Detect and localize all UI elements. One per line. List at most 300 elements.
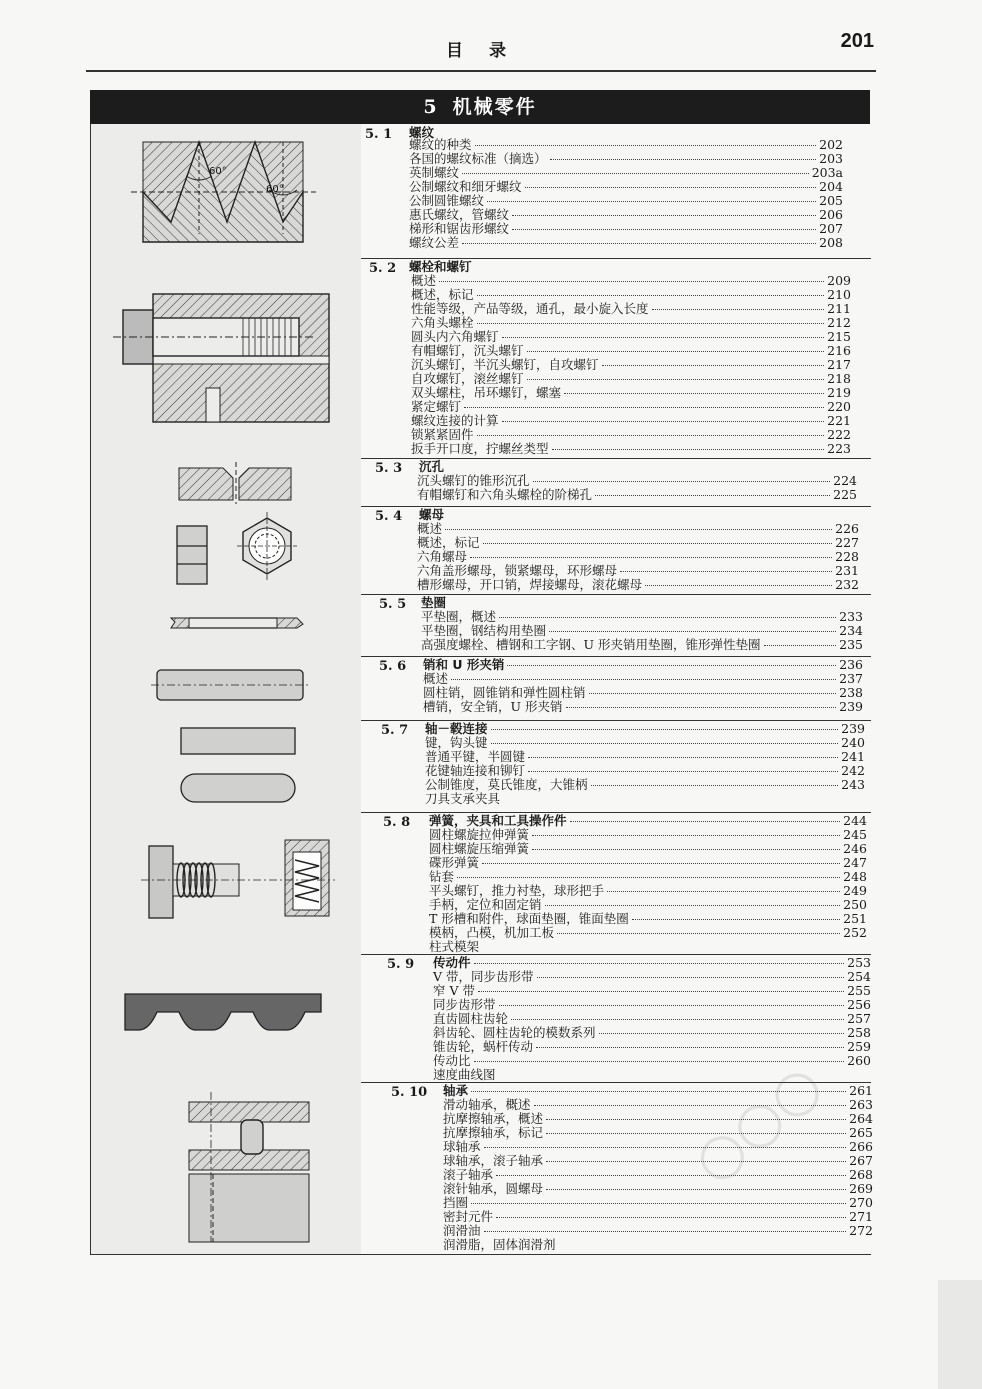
toc-entry[interactable] [425, 750, 865, 764]
page-ref: 209 [827, 273, 851, 288]
section-figure [91, 812, 361, 954]
entry-title: 自攻螺钉，滚丝螺钉 [411, 371, 524, 386]
leader-dots [502, 337, 825, 338]
page-ref: 254 [847, 969, 871, 984]
page-ref: 243 [841, 777, 865, 792]
page-ref: 269 [849, 1181, 873, 1196]
entry-title: 有帽螺钉和六角头螺栓的阶梯孔 [417, 487, 593, 502]
leader-dots [564, 393, 824, 394]
entry-title: 圆头内六角螺钉 [411, 329, 499, 344]
page-ref: 237 [839, 671, 863, 686]
toc-entry[interactable] [417, 550, 859, 564]
header-rule [86, 70, 876, 72]
section-number: 5. 7 [381, 723, 409, 738]
section-illustration [91, 458, 361, 506]
entry-list [423, 672, 863, 714]
entry-title: 滑动轴承，概述 [443, 1097, 531, 1112]
entry-title: 润滑油 [443, 1223, 481, 1238]
entry-title: 概述，标记 [417, 535, 480, 550]
leader-dots [566, 707, 837, 708]
toc-entry[interactable] [425, 792, 865, 806]
toc-entry[interactable] [411, 330, 851, 344]
section-figure [91, 258, 361, 458]
entry-list [425, 736, 865, 806]
section-title: 垫圈 [421, 595, 447, 610]
entry-title: 滚针轴承，圆螺母 [443, 1181, 544, 1196]
entry-title: 锁紧紧固件 [411, 427, 474, 442]
section-title: 传动件 [433, 955, 471, 970]
entry-title: 抗摩擦轴承，标记 [443, 1125, 544, 1140]
section-number: 5. 1 [365, 127, 393, 142]
leader-dots [645, 585, 832, 586]
leader-dots [533, 481, 831, 482]
leader-dots [464, 407, 824, 408]
toc-entry[interactable] [411, 428, 851, 442]
page-ref: 259 [847, 1039, 871, 1054]
leader-dots [477, 435, 825, 436]
leader-dots [545, 905, 841, 906]
leader-dots [550, 159, 817, 160]
page-ref: 223 [827, 441, 851, 456]
section-title: 螺母 [419, 507, 445, 522]
entry-title: 刀具支承夹具 [425, 791, 501, 806]
page-edge [938, 1280, 982, 1389]
leader-dots [570, 821, 841, 822]
toc-entry[interactable] [429, 828, 867, 842]
section-illustration [91, 812, 361, 954]
entry-title: 直齿圆柱齿轮 [433, 1011, 509, 1026]
section-number: 5. 2 [369, 261, 397, 276]
toc-entry[interactable] [429, 898, 867, 912]
toc-entry[interactable] [409, 152, 843, 166]
leader-dots [532, 835, 840, 836]
leader-dots [552, 449, 825, 450]
toc-entry[interactable] [425, 764, 865, 778]
leader-dots [499, 1005, 845, 1006]
entry-title: 花键轴连接和铆钉 [425, 763, 526, 778]
page-ref: 211 [827, 301, 851, 316]
watermark: ○○○ [680, 1051, 835, 1196]
entry-title: 圆柱螺旋压缩弹簧 [429, 841, 530, 856]
leader-dots [462, 173, 809, 174]
entry-title: 挡圈 [443, 1195, 469, 1210]
entry-title: 高强度螺栓、槽钢和工字钢、U 形夹销用垫圈，锥形弹性垫圈 [421, 637, 761, 652]
entry-title: 槽销，安全销，U 形夹销 [423, 699, 563, 714]
entry-title: 性能等级，产品等级，通孔，最小旋入长度 [411, 301, 649, 316]
toc-entry[interactable] [411, 372, 851, 386]
toc-entry[interactable] [409, 236, 843, 250]
leader-dots [527, 379, 825, 380]
page-ref: 212 [827, 315, 851, 330]
page-ref: 224 [833, 473, 857, 488]
page-ref: 207 [819, 221, 843, 236]
page-ref: 251 [843, 911, 867, 926]
leader-dots [549, 631, 836, 632]
leader-dots [512, 215, 816, 216]
leader-dots [474, 963, 845, 964]
section-figure [91, 124, 361, 258]
entry-title: 紧定螺钉 [411, 399, 462, 414]
toc-entry[interactable] [423, 700, 863, 714]
toc-entry[interactable] [411, 316, 851, 330]
entry-title: 球轴承 [443, 1139, 481, 1154]
section-number: 5. 6 [379, 659, 407, 674]
entry-title: 密封元件 [443, 1209, 494, 1224]
section-illustration [91, 594, 361, 656]
leader-dots [470, 557, 832, 558]
toc-entry[interactable] [409, 208, 843, 222]
section-illustration [91, 720, 361, 812]
section-figure [91, 506, 361, 594]
toc-entry[interactable] [429, 926, 867, 940]
leader-dots [483, 543, 833, 544]
toc-entry[interactable] [425, 778, 865, 792]
section-number: 5. 4 [375, 509, 403, 524]
section-illustration [91, 954, 361, 1082]
section-title: 螺纹 [409, 125, 435, 140]
page-ref: 216 [827, 343, 851, 358]
toc-entry[interactable] [411, 358, 851, 372]
leader-dots [451, 679, 836, 680]
entry-title: 扳手开口度，拧螺丝类型 [411, 441, 549, 456]
toc-entry[interactable] [411, 344, 851, 358]
section-figure [91, 656, 361, 720]
entry-title: V 带，同步齿形带 [433, 969, 534, 984]
section-title: 销和 U 形夹销 [423, 657, 505, 672]
page-ref: 253 [847, 955, 871, 970]
leader-dots [477, 295, 825, 296]
toc-entry[interactable] [421, 610, 863, 624]
page-ref: 202 [819, 137, 843, 152]
page-ref: 220 [827, 399, 851, 414]
entry-title: 平垫圈，钢结构用垫圈 [421, 623, 547, 638]
section-figure [91, 954, 361, 1082]
entry-title: 沉头螺钉，半沉头螺钉，自攻螺钉 [411, 357, 599, 372]
page-ref: 217 [827, 357, 851, 372]
leader-dots [620, 571, 832, 572]
toc-section [91, 656, 871, 721]
toc-entry[interactable] [433, 970, 871, 984]
section-title: 轴－毂连接 [425, 721, 488, 736]
page-ref: 245 [843, 827, 867, 842]
entry-title: 概述 [417, 521, 443, 536]
page-ref: 238 [839, 685, 863, 700]
leader-dots [502, 421, 825, 422]
leader-dots [491, 729, 839, 730]
entry-title: 平垫圈，概述 [421, 609, 497, 624]
angle-label: 60° [209, 166, 227, 177]
section-illustration [91, 124, 361, 258]
leader-dots [607, 891, 840, 892]
section-title-row[interactable] [423, 658, 863, 672]
entry-title: 键，钩头键 [425, 735, 488, 750]
toc-entry[interactable] [409, 194, 843, 208]
page-ref: 258 [847, 1025, 871, 1040]
section-title-row[interactable] [433, 956, 871, 970]
leader-dots [591, 785, 839, 786]
toc-section [91, 812, 871, 955]
leader-dots [595, 495, 830, 496]
entry-list [411, 274, 851, 456]
entry-list [429, 828, 867, 954]
page-ref: 233 [839, 609, 863, 624]
section-title-row[interactable] [419, 460, 857, 474]
page-ref: 255 [847, 983, 871, 998]
entry-list [417, 474, 857, 502]
entry-list [421, 610, 863, 652]
entry-title: 柱式模架 [429, 939, 480, 954]
leader-dots [511, 1019, 844, 1020]
leader-dots [507, 665, 836, 666]
leader-dots [764, 645, 837, 646]
section-illustration [91, 506, 361, 594]
leader-dots [599, 1033, 845, 1034]
entry-title: 六角盖形螺母，锁紧螺母，环形螺母 [417, 563, 618, 578]
leader-dots [487, 201, 816, 202]
chapter-number: 5 [423, 96, 439, 118]
toc-section [91, 124, 871, 259]
section-title: 轴承 [443, 1083, 469, 1098]
entry-title: 梯形和锯齿形螺纹 [409, 221, 510, 236]
toc-entry[interactable] [417, 522, 859, 536]
toc-entry[interactable] [409, 222, 843, 236]
entry-title: 速度曲线图 [433, 1067, 496, 1082]
section-title: 螺栓和螺钉 [409, 259, 472, 274]
page-ref: 235 [839, 637, 863, 652]
toc-entry[interactable] [429, 940, 867, 954]
leader-dots [439, 281, 824, 282]
section-title-row[interactable] [409, 260, 851, 274]
page-ref: 266 [849, 1139, 873, 1154]
entry-title: 概述 [423, 671, 449, 686]
entry-title: 螺纹连接的计算 [411, 413, 499, 428]
page-ref: 252 [843, 925, 867, 940]
entry-list [417, 522, 859, 592]
leader-dots [445, 529, 832, 530]
entry-title: 公制圆锥螺纹 [409, 193, 485, 208]
leader-dots [537, 977, 845, 978]
page-ref: 222 [827, 427, 851, 442]
entry-title: 传动比 [433, 1053, 471, 1068]
page-ref: 265 [849, 1125, 873, 1140]
section-illustration [91, 1082, 361, 1254]
section-illustration [91, 258, 361, 458]
page-ref: 239 [841, 721, 865, 736]
toc-entry[interactable] [411, 302, 851, 316]
entry-title: 六角螺母 [417, 549, 468, 564]
angle-label: 60° [266, 184, 284, 195]
leader-dots [478, 991, 844, 992]
page-ref: 247 [843, 855, 867, 870]
page-ref: 203 [819, 151, 843, 166]
leader-dots [525, 187, 817, 188]
toc-entry[interactable] [421, 638, 863, 652]
chapter-bar [90, 90, 870, 124]
entry-title: 公制螺纹和细牙螺纹 [409, 179, 522, 194]
toc-entry[interactable] [411, 400, 851, 414]
entry-title: 公制锥度，莫氏锥度，大锥柄 [425, 777, 588, 792]
page-ref: 239 [839, 699, 863, 714]
leader-dots [602, 365, 825, 366]
page-ref: 241 [841, 749, 865, 764]
page-ref: 210 [827, 287, 851, 302]
toc-entry[interactable] [429, 856, 867, 870]
page-title: 目 录 [446, 41, 516, 61]
toc-entry[interactable] [411, 442, 851, 456]
toc-entry[interactable] [409, 138, 843, 152]
toc-entry[interactable] [411, 288, 851, 302]
entry-title: 双头螺柱，吊环螺钉，螺塞 [411, 385, 562, 400]
toc-entry[interactable] [417, 536, 859, 550]
toc-entry[interactable] [429, 870, 867, 884]
toc-entry[interactable] [417, 488, 857, 502]
entry-title: 螺纹公差 [409, 235, 460, 250]
page-ref: 268 [849, 1167, 873, 1182]
section-title-row[interactable] [421, 596, 863, 610]
section-figure [91, 1082, 361, 1254]
leader-dots [457, 877, 840, 878]
toc-entry[interactable] [433, 1012, 871, 1026]
entry-title: 概述，标记 [411, 287, 474, 302]
toc-entry[interactable] [429, 842, 867, 856]
toc-entry[interactable] [433, 984, 871, 998]
entry-title: 润滑脂，固体润滑剂 [443, 1237, 556, 1252]
section-title: 弹簧，夹具和工具操作件 [429, 813, 567, 828]
leader-dots [499, 617, 836, 618]
entry-title: 球轴承，滚子轴承 [443, 1153, 544, 1168]
page-ref: 232 [835, 577, 859, 592]
leader-dots [632, 919, 840, 920]
page-ref: 226 [835, 521, 859, 536]
page-ref: 242 [841, 763, 865, 778]
section-figure [91, 720, 361, 812]
entry-title: 槽形螺母，开口销，焊接螺母，滚花螺母 [417, 577, 643, 592]
entry-title: 同步齿形带 [433, 997, 496, 1012]
toc-entry[interactable] [411, 274, 851, 288]
page-ref: 271 [849, 1209, 873, 1224]
page-ref: 206 [819, 207, 843, 222]
section-number: 5. 3 [375, 461, 403, 476]
entry-title: 各国的螺纹标准（摘选） [409, 151, 547, 166]
leader-dots [589, 693, 837, 694]
toc-section [91, 458, 871, 507]
entry-title: 英制螺纹 [409, 165, 460, 180]
section-illustration [91, 656, 361, 720]
entry-title: 抗摩擦轴承，概述 [443, 1111, 544, 1126]
page-ref: 240 [841, 735, 865, 750]
toc-entry[interactable] [411, 414, 851, 428]
page-ref: 263 [849, 1097, 873, 1112]
toc-section [91, 720, 871, 813]
page-ref: 205 [819, 193, 843, 208]
entry-title: 有帽螺钉，沉头螺钉 [411, 343, 524, 358]
leader-dots [532, 849, 840, 850]
page-ref: 225 [833, 487, 857, 502]
page-header [86, 28, 876, 72]
entry-title: 碟形弹簧 [429, 855, 480, 870]
page-ref: 260 [847, 1053, 871, 1068]
entry-title: 锥齿轮，蜗杆传动 [433, 1039, 534, 1054]
page-ref: 267 [849, 1153, 873, 1168]
page-ref: 234 [839, 623, 863, 638]
toc-entry[interactable] [425, 736, 865, 750]
toc-entry[interactable] [429, 884, 867, 898]
page-ref: 203a [811, 165, 843, 180]
toc-entry[interactable] [429, 912, 867, 926]
section-figure [91, 594, 361, 656]
toc-entry[interactable] [433, 998, 871, 1012]
entry-title: 圆柱螺旋拉伸弹簧 [429, 827, 530, 842]
section-title: 沉孔 [419, 459, 445, 474]
page-ref: 204 [819, 179, 843, 194]
page-ref: 227 [835, 535, 859, 550]
page-ref: 272 [849, 1223, 873, 1238]
page-ref: 250 [843, 897, 867, 912]
leader-dots [477, 323, 825, 324]
leader-dots [557, 933, 840, 934]
toc-section [91, 594, 871, 657]
toc-entry[interactable] [423, 672, 863, 686]
entry-title: 滚子轴承 [443, 1167, 494, 1182]
section-number: 5. 10 [391, 1085, 428, 1100]
toc-entry[interactable] [423, 686, 863, 700]
toc-entry[interactable] [421, 624, 863, 638]
page-ref: 215 [827, 329, 851, 344]
toc-entry[interactable] [417, 474, 857, 488]
leader-dots [482, 863, 840, 864]
toc-entry[interactable] [433, 1026, 871, 1040]
entry-title: 圆柱销，圆锥销和弹性圆柱销 [423, 685, 586, 700]
page-number: 201 [840, 30, 874, 52]
leader-dots [462, 243, 816, 244]
section-figure [91, 458, 361, 506]
toc-section [91, 954, 871, 1083]
entry-list [409, 138, 843, 250]
section-number: 5. 9 [387, 957, 415, 972]
page-ref: 218 [827, 371, 851, 386]
leader-dots [528, 757, 838, 758]
entry-title: 六角头螺栓 [411, 315, 474, 330]
entry-title: 钻套 [429, 869, 455, 884]
toc-entry[interactable] [409, 180, 843, 194]
section-title-row[interactable] [419, 508, 859, 522]
page-ref: 249 [843, 883, 867, 898]
page-ref: 257 [847, 1011, 871, 1026]
page-ref: 246 [843, 841, 867, 856]
section-title-row[interactable] [429, 814, 867, 828]
page-ref: 221 [827, 413, 851, 428]
toc-entry[interactable] [417, 564, 859, 578]
page-ref: 228 [835, 549, 859, 564]
entry-title: 手柄，定位和固定销 [429, 897, 542, 912]
entry-title: 惠氏螺纹，管螺纹 [409, 207, 510, 222]
page-ref: 264 [849, 1111, 873, 1126]
leader-dots [475, 145, 817, 146]
page-ref: 244 [843, 813, 867, 828]
toc-entry[interactable] [409, 166, 843, 180]
page-ref: 219 [827, 385, 851, 400]
entry-title: 沉头螺钉的锥形沉孔 [417, 473, 530, 488]
toc-entry[interactable] [417, 578, 859, 592]
entry-title: 斜齿轮、圆柱齿轮的模数系列 [433, 1025, 596, 1040]
entry-title: 平头螺钉，推力衬垫，球形把手 [429, 883, 605, 898]
toc-section [91, 258, 871, 459]
toc-entry[interactable] [411, 386, 851, 400]
section-title-row[interactable] [425, 722, 865, 736]
page-ref: 270 [849, 1195, 873, 1210]
page-ref: 208 [819, 235, 843, 250]
section-number: 5. 5 [379, 597, 407, 612]
